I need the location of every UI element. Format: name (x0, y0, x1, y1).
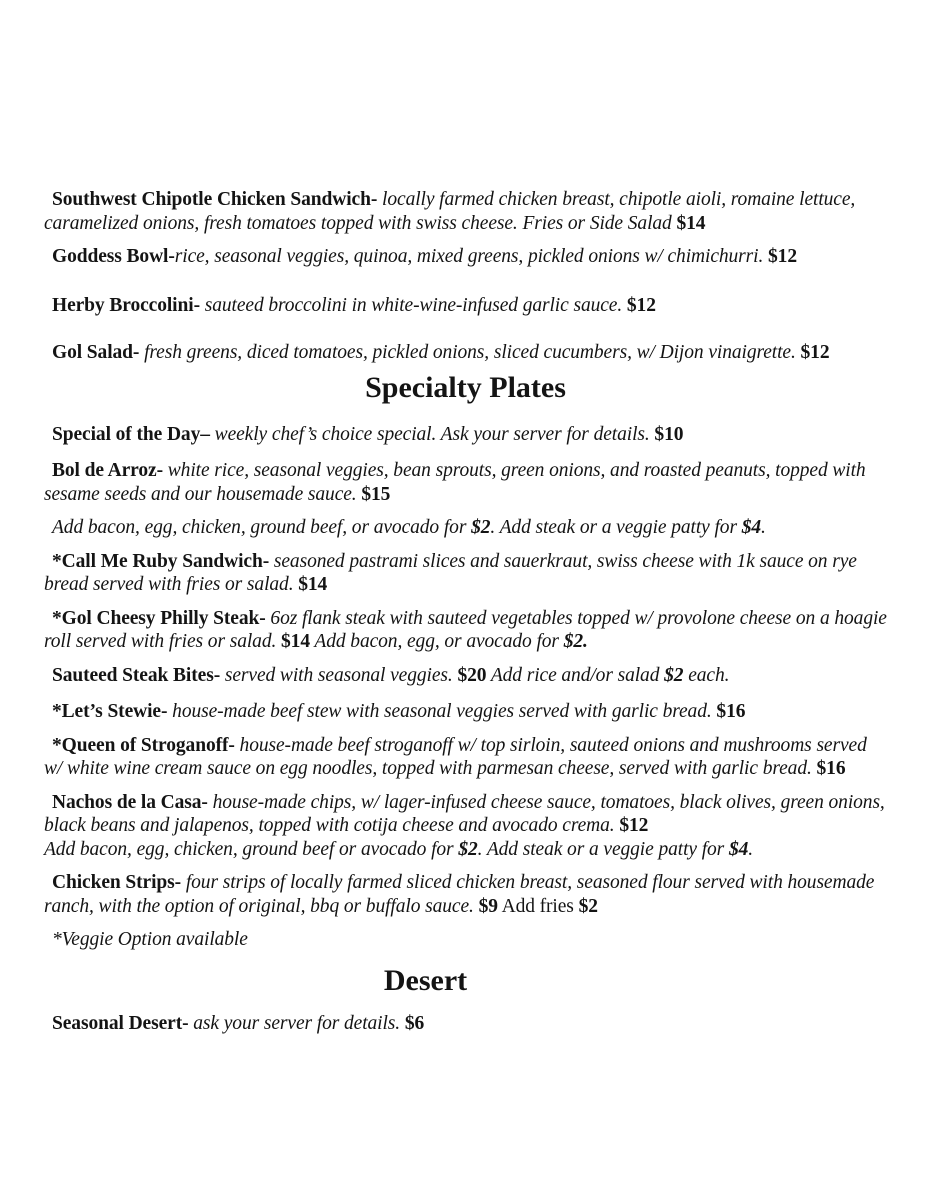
menu-item (44, 245, 887, 269)
item-price: $15 (361, 483, 391, 505)
item-price: $14 (281, 631, 310, 652)
item-price: $12 (768, 246, 797, 267)
menu-section (44, 963, 887, 1036)
menu-item (44, 459, 887, 506)
item-description: Add bacon, egg, chicken, ground beef or avocado for (44, 838, 459, 860)
menu-item (44, 1012, 887, 1036)
item-description: house-made beef stroganoff w/ top sirloin, sauteed onions and mushrooms served w/ white wine cream sauce on egg noodles, topped with parmesan cheese, served with garlic bread. (44, 734, 867, 779)
item-description: rice, seasonal veggies, quinoa, mixed greens, pickled onions w/ chimichurri. (174, 246, 769, 267)
item-description: house-made chips, w/ lager-infused cheese sauce, tomatoes, black olives, green onions, black beans and jalapenos, topped with cotija cheese and avocado crema. (44, 791, 885, 836)
menu-item (44, 341, 887, 365)
menu-item (44, 664, 887, 688)
item-price: $9 (478, 895, 498, 917)
menu-item (44, 734, 887, 781)
item-price: $2 (458, 838, 478, 860)
section-heading: Desert (383, 963, 468, 997)
item-price: $2. (563, 631, 588, 652)
item-name: *Queen of Stroganoff- (52, 734, 235, 756)
item-price: $6 (404, 1012, 425, 1034)
item-description: locally farmed chicken breast, chipotle aioli, romaine lettuce, caramelized onions, fresh tomatoes topped with swiss cheese. Fries or Side Salad (44, 189, 856, 234)
item-description: fresh greens, diced tomatoes, pickled onions, sliced cucumbers, w/ Dijon vinaigrette. (139, 342, 801, 363)
menu-item (44, 928, 887, 952)
item-description: each. (683, 664, 730, 686)
item-name: Herby Broccolini- (52, 294, 200, 316)
item-description: . Add steak or a veggie patty for (490, 517, 742, 538)
menu-item (44, 871, 887, 918)
section-heading: Specialty Plates (365, 370, 566, 404)
menu-item (44, 516, 887, 540)
item-price: $4 (728, 838, 749, 860)
menu-item (44, 423, 887, 447)
item-name: Seasonal Desert- (52, 1012, 189, 1034)
item-price: $16 (716, 701, 746, 722)
menu-section (44, 188, 887, 365)
item-name: Nachos de la Casa- (52, 791, 208, 813)
item-name: *Gol Cheesy Philly Steak- (52, 607, 266, 629)
item-price: $20 (457, 664, 487, 686)
item-name: Special of the Day– (52, 423, 210, 445)
item-description: *Veggie Option available (52, 929, 248, 950)
item-addon: Add fries (497, 895, 579, 917)
item-name: Goddess Bowl- (52, 246, 175, 267)
item-price: $12 (626, 294, 656, 316)
item-description: served with seasonal veggies. (220, 664, 458, 686)
item-description: . Add steak or a veggie patty for (477, 838, 729, 860)
item-description: 6oz flank steak with sauteed vegetables topped w/ provolone cheese on a hoagie roll served with fries or salad. (44, 607, 887, 652)
menu-item (44, 294, 887, 318)
item-description: Add rice and/or salad (486, 664, 665, 686)
item-description: sauteed broccolini in white-wine-infused garlic sauce. (199, 294, 627, 316)
item-description: . (748, 838, 754, 860)
item-name: *Let’s Stewie- (52, 701, 168, 722)
item-price: $14 (676, 212, 706, 234)
item-name: Gol Salad- (52, 342, 140, 363)
item-description: seasoned pastrami slices and sauerkraut, swiss cheese with 1k sauce on rye bread served with fries or salad. (44, 550, 857, 595)
item-price: $10 (654, 423, 684, 445)
item-description: Add bacon, egg, or avocado for (309, 631, 564, 652)
item-price: $12 (800, 342, 830, 363)
item-price: $16 (816, 758, 846, 779)
item-description: four strips of locally farmed sliced chicken breast, seasoned flour served with housemade ranch, with the option of original, bbq or buffalo sauce. (44, 872, 875, 917)
item-description: . (761, 517, 766, 538)
menu-item (44, 791, 887, 862)
item-description: house-made beef stew with seasonal veggies served with garlic bread. (167, 701, 717, 722)
menu-section (44, 370, 887, 952)
item-price: $4 (741, 517, 762, 538)
menu-item (44, 188, 887, 235)
item-price: $2 (664, 664, 684, 686)
item-description: ask your server for details. (188, 1012, 405, 1034)
item-name: Chicken Strips- (52, 872, 182, 893)
menu-item (44, 607, 887, 654)
item-description: white rice, seasonal veggies, bean sprouts, green onions, and roasted peanuts, topped with sesame seeds and our housemade sauce. (44, 460, 866, 505)
item-name: *Call Me Ruby Sandwich- (52, 550, 270, 572)
menu-item (44, 700, 887, 724)
item-price: $2 (471, 517, 491, 538)
item-name: Southwest Chipotle Chicken Sandwich- (52, 189, 378, 210)
menu (44, 188, 887, 1035)
item-price: $14 (298, 574, 328, 595)
item-price: $2 (578, 895, 598, 917)
item-name: Bol de Arroz- (52, 460, 163, 481)
item-name: Sauteed Steak Bites- (52, 664, 221, 686)
item-description: Add bacon, egg, chicken, ground beef, or avocado for (52, 517, 472, 538)
item-price: $12 (619, 815, 649, 836)
menu-item (44, 550, 887, 597)
item-description: weekly chef’s choice special. Ask your server for details. (209, 423, 655, 445)
